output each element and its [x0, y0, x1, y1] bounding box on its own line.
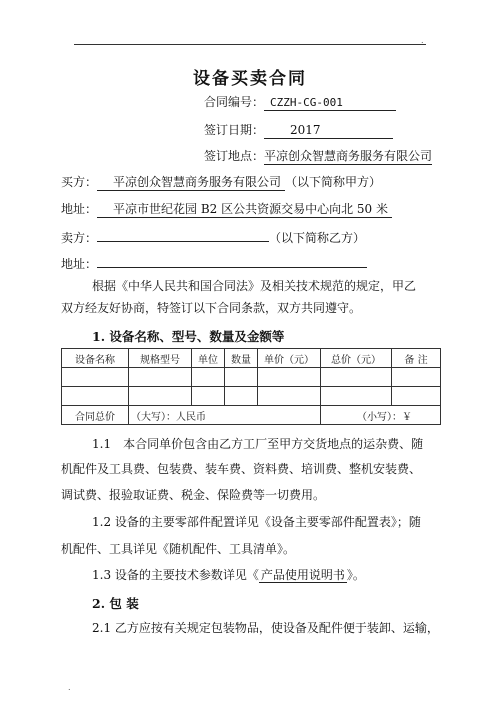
table-header-cell: 数量 [225, 349, 258, 368]
table-header-row [62, 349, 441, 368]
address1-line [61, 200, 392, 218]
address2-blank [97, 252, 367, 268]
buyer-line [61, 173, 381, 191]
address2-line [61, 252, 367, 272]
sign-date-label: 签订日期： [204, 123, 265, 137]
clause-1-2-line-1: 1.2 设备的主要零部件配置详见《设备主要零部件配置表》；随 [92, 515, 421, 529]
table-total-row [62, 406, 441, 425]
table-header-cell: 规格型号 [129, 349, 192, 368]
buyer-suffix: （以下简称甲方） [285, 175, 382, 189]
clause-1-1-line-1: 1.1 本合同单价包含由乙方工厂至甲方交货地点的运杂费、随 [92, 437, 424, 451]
table-row [62, 368, 441, 387]
document-title: 设备买卖合同 [193, 69, 307, 89]
clause-1-3 [92, 568, 365, 583]
table-header-cell: 设备名称 [62, 349, 129, 368]
seller-blank [97, 226, 269, 242]
contract-number-value: CZZH-CG-001 [264, 95, 396, 111]
total-label: 合同总价 [62, 406, 129, 425]
clause-1-3-doc: 产品使用说明书 [260, 568, 345, 582]
address2-label: 地址： [61, 257, 98, 271]
buyer-name: 平凉创众智慧商务服务有限公司 [97, 175, 285, 191]
footer-mark: . [68, 683, 71, 692]
table-header-cell: 总价（元） [321, 349, 392, 368]
clause-1-3-prefix: 1.3 设备的主要技术参数详见《 [92, 568, 259, 582]
sign-place-value: 平凉创众智慧商务服务有限公司 [264, 149, 433, 163]
sign-place-label: 签订地点： [204, 149, 265, 163]
intro-line-2: 双方经友好协商，特签订以下合同条款，双方共同遵守。 [61, 301, 362, 315]
section2-heading: 2. 包 装 [92, 596, 139, 611]
seller-line [61, 226, 365, 246]
seller-suffix: （以下简称乙方） [269, 231, 366, 245]
header-rule [74, 44, 426, 45]
header-mark: . [421, 36, 424, 45]
sign-date-line [204, 121, 393, 139]
buyer-label: 买方： [61, 175, 98, 189]
table-row [62, 387, 441, 406]
address1-label: 地址： [61, 202, 98, 216]
seller-label: 卖方： [61, 231, 98, 245]
clause-1-3-suffix: 》。 [346, 568, 365, 582]
total-upper: （大写）：人民币 [129, 406, 321, 425]
sign-place-line [204, 147, 432, 165]
table-header-cell: 单价（元） [258, 349, 321, 368]
contract-number-label: 合同编号： [204, 95, 265, 109]
total-lower: （小写）：￥ [321, 406, 441, 425]
table-header-cell: 单位 [192, 349, 225, 368]
clause-1-2-line-2: 机配件、工具详见《随机配件、工具清单》。 [61, 542, 296, 556]
contract-number-line [204, 93, 396, 111]
equipment-table [61, 348, 441, 425]
intro-line-1: 根据《中华人民共和国合同法》及相关技术规范的规定，甲乙 [92, 279, 417, 293]
clause-1-1-line-2: 机配件及工具费、包装费、装车费、资料费、培训费、整机安装费、 [61, 462, 422, 476]
sign-date-value: 2017 [264, 123, 393, 139]
clause-2-1-line-1: 2.1 乙方应按有关规定包装物品，使设备及配件便于装卸、运输， [92, 621, 439, 635]
clause-1-1-line-3: 调试费、报验取证费、税金、保险费等一切费用。 [61, 488, 326, 502]
section1-heading: 1. 设备名称、型号、数量及金额等 [92, 329, 285, 344]
table-header-cell: 备 注 [392, 349, 441, 368]
address1-value: 平凉市世纪花园 B2 区公共资源交易中心向北 50 米 [97, 202, 392, 218]
